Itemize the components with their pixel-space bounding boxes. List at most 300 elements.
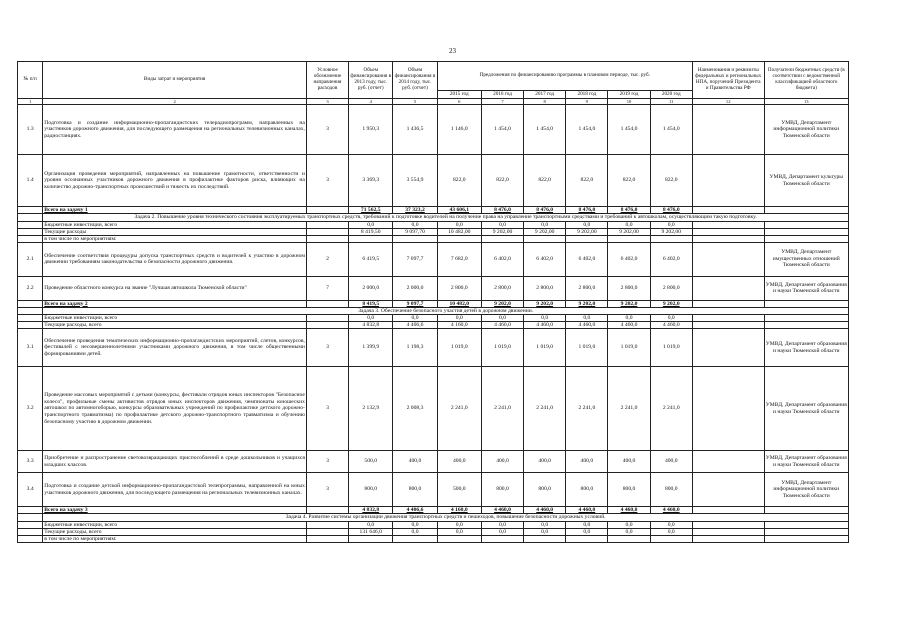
row-value: 0,0 [481, 315, 523, 322]
row-value: 9 202,0 [608, 300, 650, 307]
row-value: 1 454,0 [650, 105, 692, 155]
row-description: Текущие расходы, всего [43, 322, 307, 329]
row-value: 9 202,00 [650, 228, 692, 235]
col-header-recipient: Получатели бюджетных средств (в соответствии с ведомственной классификацией областного бюджета) [764, 62, 848, 99]
row-recipient: УМВД, Департамент образования и науки Тюменской области [764, 367, 848, 451]
row-value: 1 454,0 [608, 105, 650, 155]
row-value: 9 202,0 [481, 300, 523, 307]
row-description: Проведение массовых мероприятий с детьми (конкурсы, фестивали отрядов юных инспекторов "Безопасное колесо", профильные смены активистов отрядов юных инспекторов движения, чемпионаты юношеских автошкол по автомногоборью, конкурсы образовательных учреждений по профилактике детского дорожно-транспортного травматизма) по профилактике детского дорожно-транспортного травматизма и обучению безопасному участию в дорожном движении. [43, 367, 307, 451]
col-number: 2 [43, 99, 307, 105]
row-number [18, 228, 43, 235]
row-description: Проведение областного конкурса на звание "Лучшая автошкола Тюменской области" [43, 276, 307, 300]
col-number: 11 [650, 99, 692, 105]
row-recipient [764, 300, 848, 307]
row-value: 400,0 [650, 451, 692, 473]
table-row [18, 276, 849, 300]
row-description: Приобретение и распространение световозвращающих приспособлений в среде дошкольников и учащихся младших классов. [43, 451, 307, 473]
row-value: 0,0 [437, 221, 481, 228]
row-direction: 3 [306, 367, 348, 451]
col-number: 8 [524, 99, 566, 105]
section-title: Задача 4. Развитие системы организации движения транспортных средств и пешеходов, повышение безопасности дорожных условий. [43, 514, 849, 522]
row-value: 8 476,0 [650, 207, 692, 214]
row-value: 0,0 [349, 315, 393, 322]
row-description: Подготовка и создание информационно-пропагандистских телерадиопрограмм, направленных на участников дорожного движения, для последующего размещения на региональных телевизионных каналах, радиостанциях. [43, 105, 307, 155]
row-value: 8 476,0 [524, 207, 566, 214]
row-number [18, 535, 43, 542]
row-description: Обеспечение проведения тематических информационно-пропагандистских мероприятий, слетов, конкурсов, фестивалей с несовершеннолетними участниками дорожного движения, в том числе общественными формированиями детей. [43, 329, 307, 367]
row-value: 7 097,7 [393, 242, 437, 276]
row-value: 1 019,0 [524, 329, 566, 367]
col-number: 9 [566, 99, 608, 105]
row-value: 0,0 [481, 521, 523, 528]
row-value: 1 950,3 [349, 105, 393, 155]
row-direction [306, 228, 348, 235]
year-2016: 2016 год [481, 91, 523, 99]
row-empty-cell [481, 235, 523, 242]
year-2019: 2019 год [608, 91, 650, 99]
row-value: 822,0 [524, 155, 566, 207]
row-direction [306, 315, 348, 322]
row-value: 500,0 [349, 451, 393, 473]
row-empty-cell [566, 235, 608, 242]
table-body [18, 105, 849, 543]
row-direction: 3 [306, 329, 348, 367]
year-2015: 2015 год [437, 91, 481, 99]
total-row [18, 300, 849, 307]
row-description: Всего на задачу 3 [43, 507, 307, 514]
row-value: 0,0 [393, 221, 437, 228]
row-number: 2.1 [18, 242, 43, 276]
row-value: 4 460,0 [566, 322, 608, 329]
row-value: 1 436,5 [393, 105, 437, 155]
row-value: 0,0 [349, 521, 393, 528]
row-value: 2 000,0 [393, 276, 437, 300]
row-number [18, 521, 43, 528]
row-number [18, 322, 43, 329]
row-empty-cell [306, 535, 348, 542]
row-value: 0,0 [524, 221, 566, 228]
row-npa [692, 221, 764, 228]
row-empty-cell [524, 535, 566, 542]
row-value: 0,0 [566, 528, 608, 535]
col-number: 6 [437, 99, 481, 105]
col-number: 3 [306, 99, 348, 105]
row-recipient: УМВД, Департамент образования и науки Тюменской области [764, 276, 848, 300]
row-npa [692, 155, 764, 207]
row-direction: 3 [306, 473, 348, 507]
row-value: 4 460,0 [481, 322, 523, 329]
row-value: 500,0 [437, 473, 481, 507]
row-value: 8 476,0 [608, 207, 650, 214]
row-value: 400,0 [524, 451, 566, 473]
row-empty-cell [650, 235, 692, 242]
row-value: 8 476,0 [566, 207, 608, 214]
table-row [18, 105, 849, 155]
col-header-2013: Объем финансирования в 2013 году, тыс. руб. (отчет) [349, 62, 393, 99]
row-recipient [764, 528, 848, 535]
row-direction [306, 507, 348, 514]
row-npa [692, 507, 764, 514]
row-value: 4 406,6 [393, 322, 437, 329]
row-value: 0,0 [393, 315, 437, 322]
row-value: 2 800,0 [608, 276, 650, 300]
row-value: 0,0 [566, 521, 608, 528]
row-recipient: УМВД, Департамент образования и науки Тюменской области [764, 451, 848, 473]
row-number [18, 207, 43, 214]
row-direction [306, 221, 348, 228]
row-number: 3.3 [18, 451, 43, 473]
row-recipient [764, 507, 848, 514]
col-number: 13 [764, 99, 848, 105]
row-value: 0,0 [566, 221, 608, 228]
row-value: 8 419,5 [349, 300, 393, 307]
row-value: 400,0 [393, 451, 437, 473]
row-value: 0,0 [608, 521, 650, 528]
col-number: 7 [481, 99, 523, 105]
row-description: Обеспечение соответствия процедуры допуска транспортных средств и водителей к участию в дорожном движении требованиям законодательства о безопасности дорожного движения. [43, 242, 307, 276]
total-row [18, 207, 849, 214]
table-row [18, 329, 849, 367]
row-empty-cell [349, 535, 393, 542]
row-value: 0,0 [481, 528, 523, 535]
row-value: 2 132,9 [349, 367, 393, 451]
row-npa [692, 329, 764, 367]
row-recipient: УМВД, Департамент культуры Тюменской области [764, 155, 848, 207]
row-number [18, 507, 43, 514]
row-value: 9 202,00 [566, 228, 608, 235]
row-value: 9 202,00 [608, 228, 650, 235]
row-value: 0,0 [481, 221, 523, 228]
row-value: 2 800,0 [566, 276, 608, 300]
row-value: 9 097,70 [393, 228, 437, 235]
row-number [18, 214, 43, 222]
row-npa [692, 315, 764, 322]
table-row [18, 451, 849, 473]
row-number [18, 300, 43, 307]
row-value: 6 402,0 [650, 242, 692, 276]
row-value: 1 019,0 [650, 329, 692, 367]
row-value: 2 800,0 [650, 276, 692, 300]
row-description: Текущие расходы [43, 228, 307, 235]
col-header-num: № п/п [18, 62, 43, 99]
row-value: 0,0 [650, 315, 692, 322]
row-value: 2 241,0 [566, 367, 608, 451]
row-npa [692, 473, 764, 507]
row-value: 800,0 [481, 473, 523, 507]
row-value: 0,0 [349, 221, 393, 228]
row-empty-cell [349, 235, 393, 242]
row-value: 9 202,0 [566, 300, 608, 307]
subtotal-row [18, 228, 849, 235]
row-value: 0,0 [524, 521, 566, 528]
col-header-forecast: Предложения по финансированию программы в плановом периоде, тыс. руб. [437, 62, 692, 91]
year-2017: 2017 год [524, 91, 566, 99]
row-npa [692, 367, 764, 451]
row-value: 1 019,0 [608, 329, 650, 367]
row-empty-cell [481, 535, 523, 542]
row-value: 0,0 [393, 521, 437, 528]
row-value: 4 460,0 [481, 507, 523, 514]
row-number [18, 307, 43, 315]
row-empty-cell [393, 235, 437, 242]
row-value: 800,0 [524, 473, 566, 507]
row-recipient [764, 207, 848, 214]
row-empty-cell [524, 235, 566, 242]
row-number [18, 514, 43, 522]
row-npa [692, 276, 764, 300]
row-value: 2 800,0 [524, 276, 566, 300]
row-value: 0,0 [608, 528, 650, 535]
row-value: 822,0 [437, 155, 481, 207]
row-value: 3 554,9 [393, 155, 437, 207]
row-value: 400,0 [608, 451, 650, 473]
row-value: 10 482,00 [437, 228, 481, 235]
row-value: 0,0 [650, 521, 692, 528]
row-direction [306, 322, 348, 329]
row-direction: 3 [306, 105, 348, 155]
section-title: Задача 2. Повышение уровня технического состояния эксплуатируемых транспортных средств, требований к подготовке водителей на получение права на управление транспортными средствами и требований к автошколам, осуществляющим такую подготовку. [43, 214, 849, 222]
row-empty-cell [650, 535, 692, 542]
row-value: 2 800,0 [437, 276, 481, 300]
row-empty-cell [437, 235, 481, 242]
row-value: 9 097,7 [393, 300, 437, 307]
row-value: 1 198,3 [393, 329, 437, 367]
row-value: 4 460,0 [608, 322, 650, 329]
row-value: 1 454,0 [481, 105, 523, 155]
section-row [18, 214, 849, 222]
row-npa [692, 242, 764, 276]
row-recipient: УМВД, Департамент имущественных отношений Тюменской области [764, 242, 848, 276]
section-title: Задача 3. Обеспечение безопасного участия детей в дорожном движении. [43, 307, 849, 315]
table-row [18, 242, 849, 276]
row-value: 8 476,0 [481, 207, 523, 214]
col-number: 10 [608, 99, 650, 105]
row-value: 1 019,0 [437, 329, 481, 367]
row-recipient: УМВД, Департамент образования и науки Тюменской области [764, 329, 848, 367]
row-value: 9 202,00 [481, 228, 523, 235]
row-empty-cell [608, 235, 650, 242]
row-npa [692, 521, 764, 528]
row-value: 7 682,0 [437, 242, 481, 276]
table-row [18, 155, 849, 207]
row-value: 6 402,0 [524, 242, 566, 276]
row-npa [692, 207, 764, 214]
row-npa [692, 322, 764, 329]
row-value: 2 241,0 [524, 367, 566, 451]
row-value: 3 369,3 [349, 155, 393, 207]
row-value: 822,0 [650, 155, 692, 207]
row-value: 4 460,0 [608, 507, 650, 514]
label-row [18, 235, 849, 242]
subtotal-row [18, 221, 849, 228]
table-row [18, 367, 849, 451]
row-number: 2.2 [18, 276, 43, 300]
col-number: 5 [393, 99, 437, 105]
row-recipient [764, 322, 848, 329]
row-value: 1 454,0 [566, 105, 608, 155]
row-value: 9 202,0 [524, 300, 566, 307]
row-value: 4 160,0 [437, 507, 481, 514]
subtotal-row [18, 521, 849, 528]
row-value: 6 402,0 [608, 242, 650, 276]
subtotal-row [18, 315, 849, 322]
row-number [18, 235, 43, 242]
row-empty-cell [393, 535, 437, 542]
row-value: 131 646,0 [349, 528, 393, 535]
row-value: 4 160,0 [437, 322, 481, 329]
row-value: 10 482,0 [437, 300, 481, 307]
row-npa [692, 105, 764, 155]
row-empty-cell [764, 235, 848, 242]
col-header-2014: Объем финансирования в 2014 году, тыс. руб. (отчет) [393, 62, 437, 99]
row-value: 400,0 [437, 451, 481, 473]
section-row [18, 307, 849, 315]
row-value: 1 019,0 [481, 329, 523, 367]
row-recipient: УМВД, Департамент информационной политики Тюменской области [764, 473, 848, 507]
row-empty-cell [566, 535, 608, 542]
row-description: Подготовка и создание детской информационно-пропагандистской телепрограммы, направленной на юных участников дорожного движения, для последующего размещения на региональных телевизионных каналах. [43, 473, 307, 507]
col-number: 1 [18, 99, 43, 105]
col-header-name: Виды затрат и мероприятия [43, 62, 307, 99]
row-description: в том числе по мероприятиям: [43, 235, 307, 242]
row-value: 71 562,5 [349, 207, 393, 214]
row-value: 800,0 [566, 473, 608, 507]
row-value: 2 241,0 [437, 367, 481, 451]
row-description: Организация проведения мероприятий, направленных на повышение грамотности, ответственности и уровня осознанных участников дорожного движения в профилактике факторов риска, влияющих на количество дорожно-транспортных происшествий и тяжесть их последствий. [43, 155, 307, 207]
row-value: 43 606,1 [437, 207, 481, 214]
row-value: 4 832,8 [349, 507, 393, 514]
row-value: 4 460,0 [524, 322, 566, 329]
row-number: 3.4 [18, 473, 43, 507]
row-value: 822,0 [608, 155, 650, 207]
row-value: 1 019,0 [566, 329, 608, 367]
row-value: 0,0 [437, 528, 481, 535]
row-value: 400,0 [481, 451, 523, 473]
row-description: Всего на задачу 2 [43, 300, 307, 307]
row-value: 9 202,00 [524, 228, 566, 235]
row-value: 800,0 [393, 473, 437, 507]
row-description: Всего на задачу 1 [43, 207, 307, 214]
row-value: 6 402,0 [566, 242, 608, 276]
row-value: 6 402,0 [481, 242, 523, 276]
row-value: 4 406,6 [393, 507, 437, 514]
row-direction [306, 521, 348, 528]
row-value: 0,0 [608, 315, 650, 322]
row-value: 8 419,50 [349, 228, 393, 235]
row-value: 800,0 [650, 473, 692, 507]
row-description: Бюджетные инвестиции, всего [43, 315, 307, 322]
row-description: Бюджетные инвестиции, всего [43, 521, 307, 528]
total-row [18, 507, 849, 514]
subtotal-row [18, 528, 849, 535]
row-value: 0,0 [650, 221, 692, 228]
row-description: Бюджетные инвестиции, всего [43, 221, 307, 228]
row-direction: 7 [306, 276, 348, 300]
row-empty-cell [437, 535, 481, 542]
page-number: 23 [449, 47, 456, 55]
subtotal-row [18, 322, 849, 329]
row-empty-cell [608, 535, 650, 542]
budget-table [17, 61, 849, 543]
row-value: 9 202,0 [650, 300, 692, 307]
row-number: 1.4 [18, 155, 43, 207]
row-value: 1 146,0 [437, 105, 481, 155]
row-recipient [764, 315, 848, 322]
row-direction [306, 528, 348, 535]
row-description: Текущие расходы, всего [43, 528, 307, 535]
header-row [18, 62, 849, 91]
row-empty-cell [306, 235, 348, 242]
row-direction: 3 [306, 155, 348, 207]
col-number: 12 [692, 99, 764, 105]
row-value: 822,0 [566, 155, 608, 207]
year-2018: 2018 год [566, 91, 608, 99]
row-value: 800,0 [608, 473, 650, 507]
row-value: 0,0 [437, 521, 481, 528]
col-header-direction: Условное обозначение направления расходов [306, 62, 348, 99]
row-value: 4 832,8 [349, 322, 393, 329]
row-value: 0,0 [524, 315, 566, 322]
row-direction [306, 300, 348, 307]
col-number: 4 [349, 99, 393, 105]
row-value: 2 000,0 [349, 276, 393, 300]
row-direction: 3 [306, 451, 348, 473]
row-number: 3.1 [18, 329, 43, 367]
row-recipient [764, 521, 848, 528]
row-value: 0,0 [650, 528, 692, 535]
row-value: 2 008,3 [393, 367, 437, 451]
year-2020: 2020 год [650, 91, 692, 99]
col-header-npa: Наименования и реквизиты федеральных и региональных НПА, поручений Президента и Правительства РФ [692, 62, 764, 99]
row-npa [692, 528, 764, 535]
row-value: 0,0 [566, 315, 608, 322]
row-value: 37 323,2 [393, 207, 437, 214]
row-npa [692, 451, 764, 473]
row-number [18, 221, 43, 228]
row-recipient: УМВД, Департамент информационной политики Тюменской области [764, 105, 848, 155]
row-value: 2 241,0 [481, 367, 523, 451]
row-value: 0,0 [608, 221, 650, 228]
row-value: 4 460,0 [650, 507, 692, 514]
row-value: 4 460,0 [524, 507, 566, 514]
row-number: 1.3 [18, 105, 43, 155]
section-row [18, 514, 849, 522]
row-value: 4 460,0 [650, 322, 692, 329]
row-number: 3.2 [18, 367, 43, 451]
row-value: 2 241,0 [608, 367, 650, 451]
row-value: 0,0 [393, 528, 437, 535]
label-row [18, 535, 849, 542]
row-value: 4 460,0 [566, 507, 608, 514]
row-direction: 2 [306, 242, 348, 276]
row-value: 0,0 [524, 528, 566, 535]
row-npa [692, 300, 764, 307]
row-empty-cell [764, 535, 848, 542]
row-value: 6 419,5 [349, 242, 393, 276]
row-recipient [764, 221, 848, 228]
row-empty-cell [692, 235, 764, 242]
row-value: 2 800,0 [481, 276, 523, 300]
row-empty-cell [692, 535, 764, 542]
row-value: 2 241,0 [650, 367, 692, 451]
row-value: 400,0 [566, 451, 608, 473]
row-description: в том числе по мероприятиям: [43, 535, 307, 542]
table-row [18, 473, 849, 507]
row-value: 822,0 [481, 155, 523, 207]
row-npa [692, 228, 764, 235]
row-value: 800,0 [349, 473, 393, 507]
row-recipient [764, 228, 848, 235]
